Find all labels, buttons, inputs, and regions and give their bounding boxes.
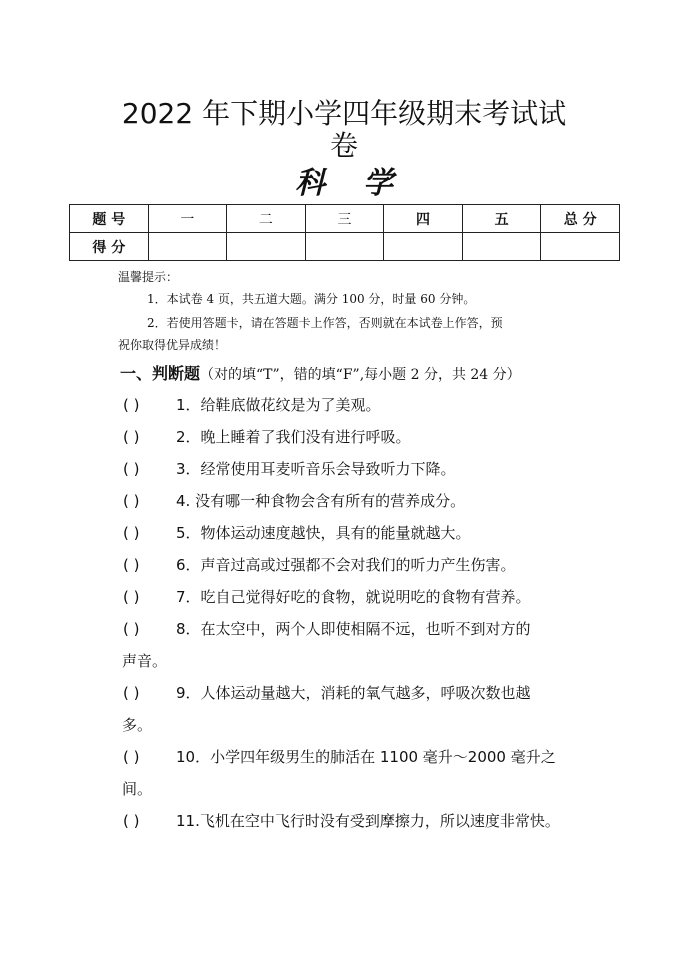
score-cell-header-total: 总 分 [541, 205, 620, 233]
answer-blank[interactable]: ( ) [123, 396, 140, 414]
question-text: 4. 没有哪一种食物会含有所有的营养成分。 [176, 492, 466, 510]
page-title-line-1: 2022 年下期小学四年级期末考试试 [121, 97, 567, 130]
score-cell-score-label: 得 分 [70, 233, 149, 261]
score-cell-blank-total [541, 233, 620, 261]
notice-title: 温馨提示： [118, 270, 179, 284]
answer-blank[interactable]: ( ) [123, 428, 140, 446]
question-1 [123, 389, 593, 421]
notice-item-1: 1．本试卷 4 页，共五道大题。满分 100 分，时量 60 分钟。 [147, 292, 476, 306]
answer-blank[interactable]: ( ) [123, 460, 140, 478]
page-title-line-2: 卷 [329, 129, 358, 162]
answer-blank[interactable]: ( ) [123, 492, 140, 510]
answer-blank[interactable]: ( ) [123, 524, 140, 542]
question-3 [123, 453, 593, 485]
answer-blank[interactable]: ( ) [123, 556, 140, 574]
question-text: 7．吃自己觉得好吃的食物，就说明吃的食物有营养。 [176, 588, 531, 606]
score-cell-blank-1 [148, 233, 227, 261]
score-cell-blank-5 [462, 233, 541, 261]
score-table-score-row [70, 233, 620, 261]
question-text: 2．晚上睡着了我们没有进行呼吸。 [176, 428, 411, 446]
question-text: 3．经常使用耳麦听音乐会导致听力下降。 [176, 460, 456, 478]
section-1-heading [120, 363, 521, 386]
subject-heading: 科学 [295, 166, 431, 201]
question-text: 1．给鞋底做花纹是为了美观。 [176, 396, 381, 414]
notice-item-2-line-2: 祝你取得优异成绩！ [118, 338, 227, 352]
score-cell-header-4: 四 [384, 205, 463, 233]
notice-item-2-line-1: 2．若使用答题卡，请在答题卡上作答，否则就在本试卷上作答，预 [147, 316, 503, 330]
answer-blank[interactable]: ( ) [123, 812, 140, 830]
question-9-continuation: 多。 [122, 716, 153, 734]
question-8-continuation: 声音。 [122, 652, 168, 670]
score-cell-blank-4 [384, 233, 463, 261]
score-table-header-row [70, 205, 620, 233]
section-1-instructions: （对的填“T”，错的填“F”,每小题 2 分，共 24 分） [200, 367, 521, 383]
question-text: 5．物体运动速度越快，具有的能量就越大。 [176, 524, 471, 542]
question-11 [123, 805, 593, 837]
question-10-continuation: 间。 [122, 780, 153, 798]
question-8 [123, 613, 593, 645]
score-table [69, 204, 620, 261]
score-cell-blank-2 [227, 233, 306, 261]
question-6 [123, 549, 593, 581]
question-7 [123, 581, 593, 613]
score-cell-header-2: 二 [227, 205, 306, 233]
score-cell-question-number-label: 题 号 [70, 205, 149, 233]
question-text: 11.飞机在空中飞行时没有受到摩擦力，所以速度非常快。 [176, 812, 560, 830]
question-4 [123, 485, 593, 517]
question-9 [123, 677, 593, 709]
answer-blank[interactable]: ( ) [123, 748, 140, 766]
section-1-title: 一、判断题 [120, 364, 201, 383]
score-cell-blank-3 [305, 233, 384, 261]
score-cell-header-5: 五 [462, 205, 541, 233]
question-5 [123, 517, 593, 549]
answer-blank[interactable]: ( ) [123, 588, 140, 606]
question-text: 6．声音过高或过强都不会对我们的听力产生伤害。 [176, 556, 516, 574]
question-2 [123, 421, 593, 453]
question-text: 10．小学四年级男生的肺活在 1100 毫升～2000 毫升之 [176, 748, 556, 766]
score-cell-header-3: 三 [305, 205, 384, 233]
question-text: 8．在太空中，两个人即使相隔不远，也听不到对方的 [176, 620, 531, 638]
answer-blank[interactable]: ( ) [123, 620, 140, 638]
score-cell-header-1: 一 [148, 205, 227, 233]
question-text: 9．人体运动量越大，消耗的氧气越多，呼吸次数也越 [176, 684, 531, 702]
question-10 [123, 741, 593, 773]
answer-blank[interactable]: ( ) [123, 684, 140, 702]
